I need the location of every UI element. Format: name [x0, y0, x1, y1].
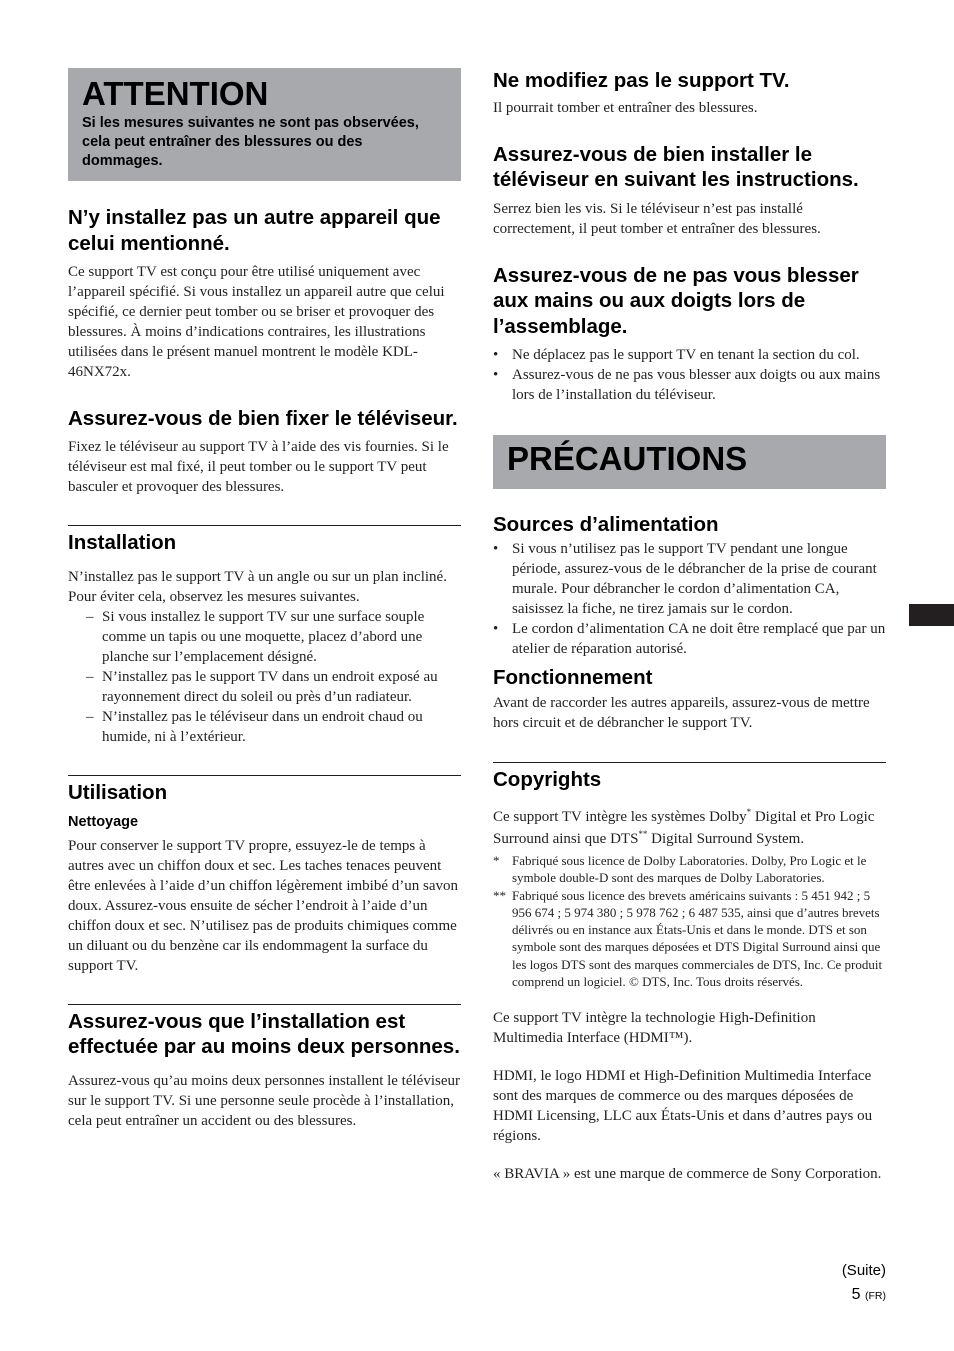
copyrights-text: Digital Surround System.: [647, 831, 805, 847]
section-heading: Assurez-vous de bien installer le téléviseur en suivant les instructions.: [493, 142, 859, 191]
footnote-mark: *: [746, 807, 752, 817]
section-body: Assurez-vous qu’au moins deux personnes installent le téléviseur sur le support TV. Si une personne seule procède à l’installation, cela peut entraîner un accident ou des blessures.: [68, 1072, 460, 1129]
list-item: – N’installez pas le support TV dans un endroit exposé au rayonnement direct du soleil ou près d’un radiateur.: [68, 667, 461, 707]
section-heading: Ne modifiez pas le support TV.: [493, 69, 790, 92]
section-body: Il pourrait tomber et entraîner des blessures.: [493, 99, 758, 116]
section-heading: Sources d’alimentation: [493, 513, 719, 536]
footnote: [493, 887, 886, 991]
section-operation: [493, 665, 886, 733]
section-heading: N’y installez pas un autre appareil que celui mentionné.: [68, 206, 441, 255]
footnote: [493, 852, 886, 887]
list-item: – Si vous installez le support TV sur une surface souple comme un tapis ou une moquette, placez d’abord une planche sur l’emplacement désigné.: [68, 607, 461, 667]
hdmi-text: Ce support TV intègre la technologie High-Definition Multimedia Interface (HDMI™).: [493, 1010, 816, 1047]
section-two-persons: [68, 1004, 461, 1131]
hands-list: [493, 345, 886, 405]
section-subheading: Nettoyage: [68, 813, 139, 830]
section-heading: Assurez-vous de ne pas vous blesser aux mains ou aux doigts lors de l’assemblage.: [493, 263, 859, 338]
page-number: [852, 1286, 886, 1304]
list-item: • Ne déplacez pas le support TV en tenant la section du col.: [493, 345, 886, 365]
bravia-text: « BRAVIA » est une marque de commerce de Sony Corporation.: [493, 1166, 882, 1183]
precautions-title: PRÉCAUTIONS: [507, 440, 748, 477]
section-body: Fixez le téléviseur au support TV à l’aide des vis fournies. Si le téléviseur est mal fixé, il peut tomber ou le support TV peut basculer et provoquer des blessures.: [68, 438, 449, 495]
section-power-sources: [493, 512, 886, 659]
list-item: • Si vous n’utilisez pas le support TV pendant une longue période, assurez-vous de le débrancher de la prise de courant murale. Pour débrancher le cordon d’alimentation CA, saisissez la fiche, ne tirez jamais sur le cordon.: [493, 539, 886, 619]
language-code: (FR): [865, 1290, 886, 1302]
precautions-banner: [493, 435, 886, 489]
page-number-value: 5: [851, 1286, 861, 1303]
section-utilisation: [68, 775, 461, 976]
list-item: • Assurez-vous de ne pas vous blesser aux doigts ou aux mains lors de l’installation du téléviseur.: [493, 365, 886, 405]
continued-label: (Suite): [841, 1262, 886, 1279]
right-column: [493, 68, 886, 1184]
section-heading: Assurez-vous de bien fixer le téléviseur.: [68, 407, 458, 430]
footnote-text: Fabriqué sous licence de Dolby Laboratories. Dolby, Pro Logic et le symbole double-D sont des marques de Dolby Laboratories.: [512, 853, 867, 886]
hdmi-trademark-text: HDMI, le logo HDMI et High-Definition Multimedia Interface sont des marques de commerce ou des marques déposées de HDMI Licensing, LLC aux États-Unis et dans d’autres pays ou régions.: [493, 1068, 873, 1145]
section-heading: Installation: [68, 530, 177, 554]
footnotes: [493, 852, 886, 990]
section-body: Ce support TV est conçu pour être utilisé uniquement avec l’appareil spécifié. Si vous installez un appareil autre que celui spécifié, ce dernier peut tomber ou se briser et provoquer des blessures. À moins d’indications contraires, les illustrations utilisées dans le présent manuel montrent le modèle KDL-46NX72x.: [68, 264, 445, 380]
section-body: Pour conserver le support TV propre, essuyez-le de temps à autres avec un chiffon doux et sec. Les taches tenaces peuvent être enlevées à l’aide d’un chiffon légèrement imbibé d’un savon doux. Assurez-vous ensuite de sécher l’endroit à l’aide d’un chiffon doux et sec. N’utilisez pas de produits chimiques comme un diluant ou du benzène car ils endommagent la surface du support TV.: [68, 837, 458, 974]
installation-list: [68, 607, 461, 747]
footnote-mark: **: [638, 829, 648, 839]
list-item: – N’installez pas le téléviseur dans un endroit chaud ou humide, ni à l’extérieur.: [68, 707, 461, 747]
section-installation: [68, 525, 461, 747]
section-body: Avant de raccorder les autres appareils, assurez-vous de mettre hors circuit et de débrancher le support TV.: [493, 695, 870, 731]
footnote-mark: **: [493, 887, 506, 903]
footnote-mark: *: [493, 853, 500, 868]
copyrights-intro: [493, 806, 886, 850]
footnote-text: Fabriqué sous licence des brevets américains suivants : 5 451 942 ; 5 956 674 ; 5 974 380 ; 5 978 762 ; 6 487 535, ainsi que d’autres brevets délivrés ou en instance aux États-Unis et dans le monde. DTS et son symbole sont des marques déposées et DTS Digital Surround ainsi que les logos DTS sont des marques commerciales de DTS, Inc. Ce produit comprend un logiciel. © DTS, Inc. Tous droits réservés.: [512, 887, 883, 990]
section-hands-fingers: [493, 263, 886, 406]
list-item: • Le cordon d’alimentation CA ne doit être remplacé que par un atelier de réparation autorisé.: [493, 619, 886, 659]
attention-subtitle: Si les mesures suivantes ne sont pas observées, cela peut entraîner des blessures ou des dommages.: [82, 115, 419, 169]
section-heading: Utilisation: [68, 780, 168, 804]
section-no-modify: [493, 68, 886, 118]
section-intro: N’installez pas le support TV à un angle ou sur un plan incliné. Pour éviter cela, observez les mesures suivantes.: [68, 568, 447, 605]
section-copyrights: [493, 762, 886, 1184]
copyrights-text: Ce support TV intègre les systèmes Dolby: [493, 809, 747, 825]
section-heading: Assurez-vous que l’installation est effectuée par au moins deux personnes.: [68, 1009, 460, 1058]
section-install-instructions: [493, 142, 886, 239]
section-no-other-device: [68, 205, 461, 382]
attention-title: ATTENTION: [82, 75, 269, 112]
left-column: [68, 68, 461, 1131]
section-heading: Fonctionnement: [493, 666, 653, 689]
section-body: Serrez bien les vis. Si le téléviseur n’est pas installé correctement, il peut tomber et entraîner des blessures.: [493, 200, 821, 237]
section-tab-marker: [909, 604, 954, 626]
copyrights-text: Digital et Pro Logic Surround ainsi que DTS: [493, 809, 875, 847]
section-heading: Copyrights: [493, 768, 602, 791]
attention-banner: [68, 68, 461, 181]
power-list: [493, 539, 886, 659]
section-fix-tv: [68, 406, 461, 497]
